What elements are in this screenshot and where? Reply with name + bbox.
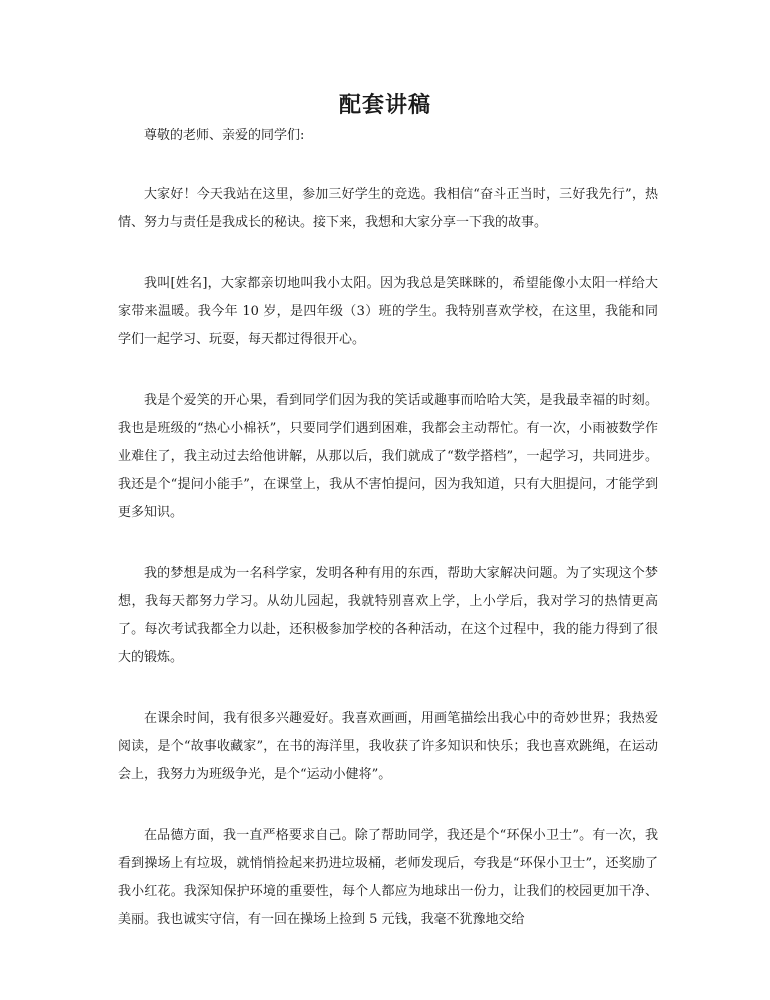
paragraph-self-introduction: 我叫[姓名]，大家都亲切地叫我小太阳。因为我总是笑眯眯的，希望能像小太阳一样给大家带来温暖。我今年 10 岁，是四年级（3）班的学生。我特别喜欢学校，在这里，我能和同学们一起学习、玩耍，每天都过得很开心。	[118, 276, 658, 347]
paragraph-personality: 我是个爱笑的开心果，看到同学们因为我的笑话或趣事而哈哈大笑，是我最幸福的时刻。我也是班级的“热心小棉袄”，只要同学们遇到困难，我都会主动帮忙。有一次，小雨被数学作业难住了，我主动过去给他讲解，从那以后，我们就成了“数学搭档”，一起学习，共同进步。我还是个“提问小能手”，在课堂上，我从不害怕提问，因为我知道，只有大胆提问，才能学到更多知识。	[118, 393, 658, 520]
greeting-line: 尊敬的老师、亲爱的同学们:	[144, 128, 305, 143]
paragraph-dream: 我的梦想是成为一名科学家，发明各种有用的东西，帮助大家解决问题。为了实现这个梦想，我每天都努力学习。从幼儿园起，我就特别喜欢上学，上小学后，我对学习的热情更高了。每次考试我都全力以赴，还积极参加学校的各种活动，在这个过程中，我的能力得到了很大的锻炼。	[118, 566, 658, 665]
paragraph-intro: 大家好！今天我站在这里，参加三好学生的竞选。我相信“奋斗正当时，三好我先行”，热情、努力与责任是我成长的秘诀。接下来，我想和大家分享一下我的故事。	[118, 187, 658, 230]
paragraph-character: 在品德方面，我一直严格要求自己。除了帮助同学，我还是个“环保小卫士”。有一次，我看到操场上有垃圾，就悄悄捡起来扔进垃圾桶，老师发现后，夸我是“环保小卫士”，还奖励了我小红花。我深知保护环境的重要性，每个人都应为地球出一份力，让我们的校园更加干净、美丽。我也诚实守信，有一回在操场上捡到 5 元钱，我毫不犹豫地交给	[118, 828, 658, 927]
document-title: 配套讲稿	[338, 92, 431, 118]
speech-body	[118, 181, 658, 967]
paragraph-hobbies: 在课余时间，我有很多兴趣爱好。我喜欢画画，用画笔描绘出我心中的奇妙世界；我热爱阅读，是个“故事收藏家”，在书的海洋里，我收获了许多知识和快乐；我也喜欢跳绳，在运动会上，我努力为班级争光，是个“运动小健将”。	[118, 711, 658, 782]
